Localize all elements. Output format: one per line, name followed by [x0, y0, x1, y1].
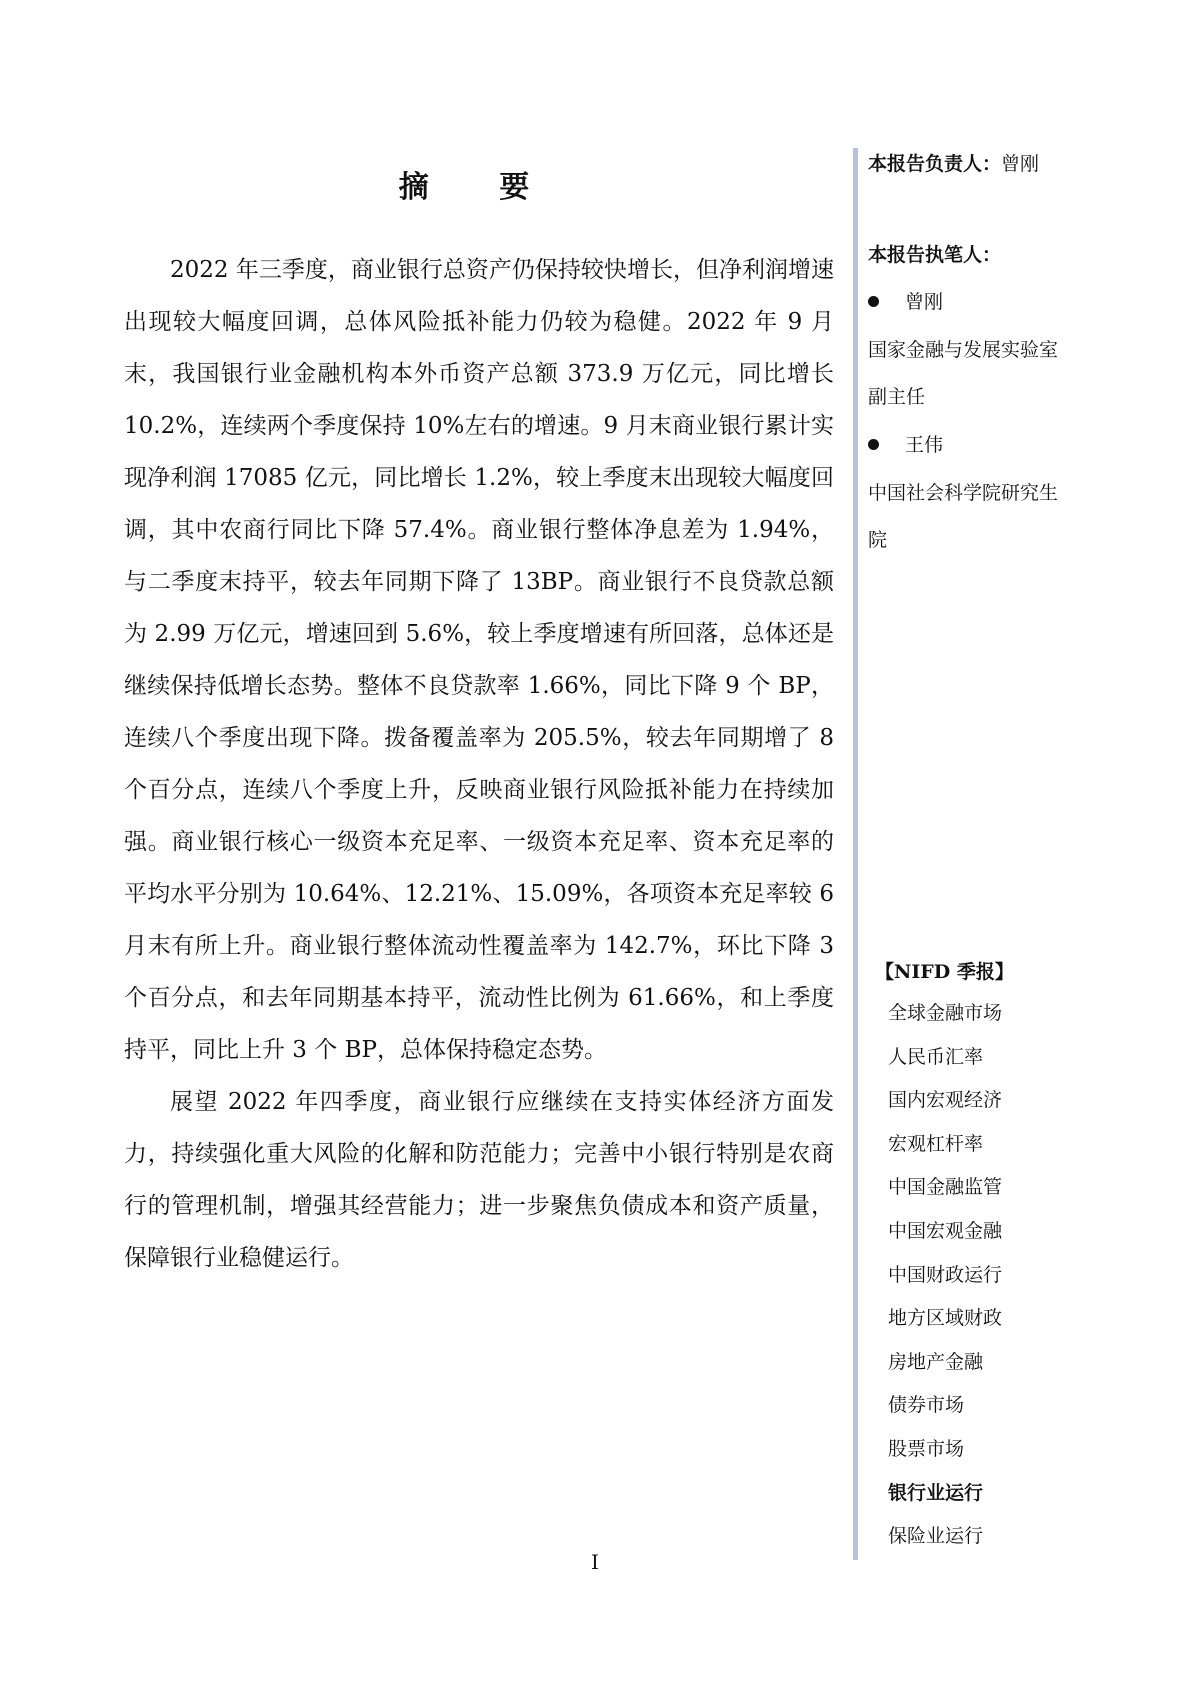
abstract-body [124, 244, 834, 1284]
list-item: 保险业运行 [888, 1525, 984, 1548]
writer-name: 曾刚 [905, 291, 944, 313]
report-lead-name: 曾刚 [1001, 153, 1040, 175]
list-item: 全球金融市场 [888, 1002, 1003, 1024]
list-item: 中国金融监管 [888, 1176, 1003, 1199]
list-item: 债券市场 [888, 1394, 965, 1417]
page-number: I [591, 1550, 599, 1574]
list-item: 中国财政运行 [888, 1263, 1003, 1286]
report-lead-label: 本报告负责人： [868, 153, 1002, 175]
abstract-paragraph: 2022 年三季度，商业银行总资产仍保持较快增长，但净利润增速出现较大幅度回调，总体风险抵补能力仍较为稳健。2022 年 9 月末，我国银行业金融机构本外币资产总额 373.9 万亿元，同比增长 10.2%，连续两个季度保持 10%左右的增速。9 月末商业银行累计实现净利润 17085 亿元，同比增长 1.2%，较上季度末出现较大幅度回调，其中农商行同比下降 57.4%。商业银行整体净息差为 1.94%，与二季度末持平，较去年同期下降了 13BP。商业银行不良贷款总额为 2.99 万亿元，增速回到 5.6%，较上季度增速有所回落，总体还是继续保持低增长态势。整体不良贷款率 1.66%，同比下降 9 个 BP，连续八个季度出现下降。拨备覆盖率为 205.5%，较去年同期增了 8 个百分点，连续八个季度上升，反映商业银行风险抵补能力在持续加强。商业银行核心一级资本充足率、一级资本充足率、资本充足率的平均水平分别为 10.64%、12.21%、15.09%，各项资本充足率较 6 月末有所上升。商业银行整体流动性覆盖率为 142.7%，环比下降 3 个百分点，和去年同期基本持平，流动性比例为 61.66%，和上季度持平，同比上升 3 个 BP，总体保持稳定态势。 [124, 257, 834, 1063]
report-writers-label: 本报告执笔人： [868, 244, 1002, 266]
report-lead [868, 149, 1039, 176]
writer-affiliation: 院 [868, 529, 888, 551]
list-item: 股票市场 [888, 1437, 965, 1460]
list-item: 国内宏观经济 [888, 1089, 1003, 1112]
writer-name: 王伟 [905, 434, 944, 456]
writer-entry [868, 430, 943, 457]
bullet-icon [868, 439, 879, 450]
bullet-icon [868, 296, 879, 307]
writer-affiliation: 中国社会科学院研究生 [868, 482, 1059, 504]
list-item: 地方区域财政 [888, 1307, 1003, 1330]
writer-affiliation: 国家金融与发展实验室 [868, 339, 1059, 361]
nifd-series-title: 【NIFD 季报】 [875, 961, 1014, 983]
list-item: 宏观杠杆率 [888, 1132, 984, 1155]
list-item: 中国宏观金融 [888, 1219, 1003, 1242]
list-item: 人民币汇率 [888, 1045, 984, 1068]
writer-affiliation: 副主任 [868, 386, 926, 408]
sidebar-divider [853, 148, 858, 1560]
abstract-paragraph: 展望 2022 年四季度，商业银行应继续在支持实体经济方面发力，持续强化重大风险的化解和防范能力；完善中小银行特别是农商行的管理机制，增强其经营能力；进一步聚焦负债成本和资产质量，保障银行业稳健运行。 [124, 1089, 834, 1271]
writer-entry [868, 287, 943, 314]
nifd-series-list [888, 1000, 1002, 1567]
page-title: 摘 要 [398, 170, 560, 205]
list-item-current: 银行业运行 [888, 1481, 984, 1504]
list-item: 房地产金融 [888, 1350, 984, 1373]
